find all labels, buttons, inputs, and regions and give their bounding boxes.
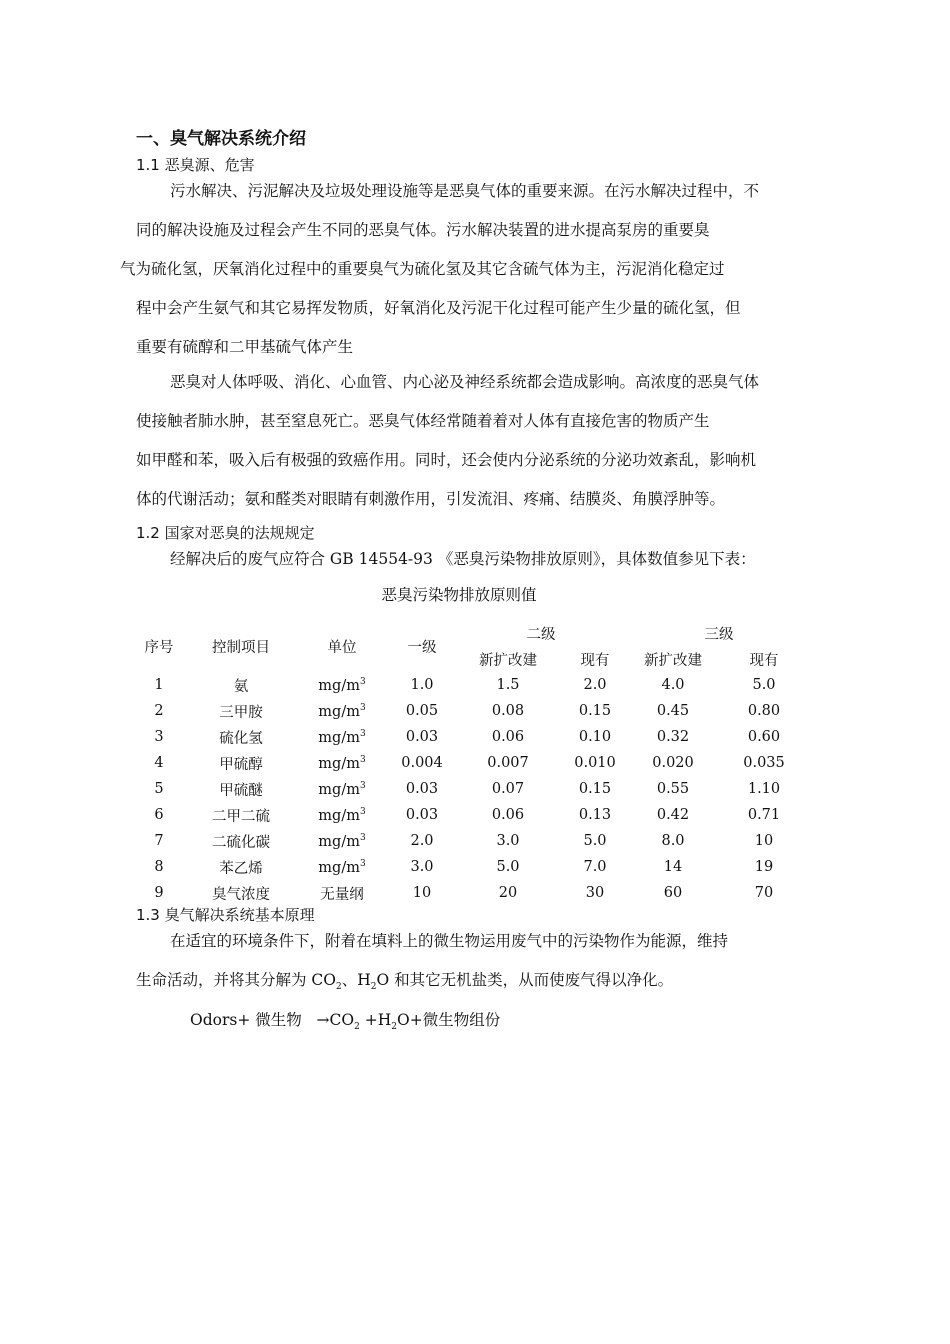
cell-seq: 5	[154, 781, 164, 797]
header-grade3-new: 新扩改建	[644, 652, 702, 669]
cell-grade3-existing: 19	[754, 859, 774, 875]
table-row	[130, 854, 810, 880]
cell-grade2-new: 0.06	[491, 807, 525, 823]
cell-grade2-existing: 5.0	[583, 833, 607, 849]
cell-grade3-new: 0.42	[656, 807, 690, 823]
cell-grade3-new: 0.55	[656, 781, 690, 797]
paragraph-line: 在适宜的环境条件下，附着在填料上的微生物运用废气中的污染物作为能源，维持	[170, 932, 729, 950]
table-row	[130, 672, 810, 698]
paragraph-line: 恶臭对人体呼吸、消化、心血管、内心泌及神经系统都会造成影响。高浓度的恶臭气体	[170, 373, 760, 391]
cell-seq: 8	[154, 859, 164, 875]
cell-seq: 4	[154, 755, 164, 771]
cell-unit: $mg/m^3$	[318, 754, 366, 772]
cell-grade1: 2.0	[410, 833, 434, 849]
cell-unit: $mg/m^3$	[318, 676, 366, 694]
cell-grade2-new: 0.08	[491, 703, 525, 719]
cell-grade2-existing: 0.10	[578, 729, 612, 745]
section1-1-title: 1.1 恶臭源、危害	[136, 156, 255, 174]
cell-grade2-existing: 0.010	[574, 755, 616, 771]
cell-grade3-new: 0.020	[652, 755, 694, 771]
cell-grade3-existing: 70	[754, 885, 774, 901]
cell-item: 甲硫醇	[219, 756, 263, 773]
cell-seq: 1	[154, 677, 164, 693]
cell-grade3-new: 0.45	[656, 703, 690, 719]
cell-grade3-new: 14	[663, 859, 683, 875]
header-item: 控制项目	[212, 639, 270, 656]
reaction-equation: Odors+ 微生物 $\to CO_2 +H_2O+$微生物组份	[190, 1011, 501, 1033]
cell-grade2-existing: 0.15	[578, 703, 612, 719]
section1-2-title: 1.2 国家对恶臭的法规规定	[136, 524, 315, 542]
cell-grade3-existing: 5.0	[752, 677, 776, 693]
emission-standard-table	[130, 620, 810, 906]
paragraph-line: 经解决后的废气应符合 GB 14554-93 《恶臭污染物排放原则》，具体数值参见下表：	[170, 550, 756, 568]
cell-grade2-new: 3.0	[496, 833, 520, 849]
cell-grade2-existing: 0.13	[578, 807, 612, 823]
table-caption: 恶臭污染物排放原则值	[381, 586, 537, 604]
cell-grade3-existing: 0.80	[747, 703, 781, 719]
header-grade3: 三级	[704, 626, 734, 643]
cell-unit: $mg/m^3$	[318, 728, 366, 746]
cell-grade3-existing: 0.60	[747, 729, 781, 745]
cell-grade3-existing: 10	[754, 833, 774, 849]
cell-unit: $mg/m^3$	[318, 702, 366, 720]
table-row	[130, 802, 810, 828]
cell-item: 二硫化碳	[212, 834, 270, 851]
cell-grade2-new: 1.5	[496, 677, 520, 693]
section1-3-title: 1.3 臭气解决系统基本原理	[136, 906, 315, 924]
header-grade2-new: 新扩改建	[479, 652, 537, 669]
cell-seq: 7	[154, 833, 164, 849]
cell-grade2-new: 0.07	[491, 781, 525, 797]
paragraph-line: 同的解决设施及过程会产生不同的恶臭气体。污水解决装置的进水提高泵房的重要臭	[136, 221, 710, 239]
cell-grade3-existing: 1.10	[747, 781, 781, 797]
table-row	[130, 698, 810, 724]
cell-grade2-existing: 30	[585, 885, 605, 901]
cell-unit: $mg/m^3$	[318, 806, 366, 824]
cell-seq: 2	[154, 703, 164, 719]
cell-seq: 9	[154, 885, 164, 901]
cell-grade2-existing: 7.0	[583, 859, 607, 875]
cell-seq: 6	[154, 807, 164, 823]
table-row	[130, 724, 810, 750]
paragraph-line: 重要有硫醇和二甲基硫气体产生	[136, 338, 354, 356]
cell-grade3-new: 8.0	[661, 833, 685, 849]
cell-unit: $mg/m^3$	[318, 780, 366, 798]
paragraph-line: 程中会产生氨气和其它易挥发物质，好氧消化及污泥干化过程可能产生少量的硫化氢，但	[136, 299, 741, 317]
paragraph-line: 污水解决、污泥解决及垃圾处理设施等是恶臭气体的重要来源。在污水解决过程中，不	[170, 182, 760, 200]
cell-grade2-existing: 2.0	[583, 677, 607, 693]
cell-grade2-existing: 0.15	[578, 781, 612, 797]
cell-grade1: 0.05	[405, 703, 439, 719]
cell-grade1: 0.004	[401, 755, 443, 771]
cell-grade1: 1.0	[410, 677, 434, 693]
header-unit: 单位	[327, 639, 357, 656]
cell-item: 硫化氢	[219, 730, 263, 747]
header-grade3-existing: 现有	[749, 652, 779, 669]
cell-unit: $mg/m^3$	[318, 832, 366, 850]
cell-item: 臭气浓度	[212, 886, 270, 903]
cell-unit: 无量纲	[320, 886, 364, 903]
cell-grade3-existing: 0.035	[743, 755, 785, 771]
paragraph-line: 体的代谢活动；氨和醛类对眼睛有刺激作用，引发流泪、疼痛、结膜炎、角膜浮肿等。	[136, 490, 726, 508]
header-grade2-existing: 现有	[580, 652, 610, 669]
cell-grade1: 0.03	[405, 781, 439, 797]
paragraph-line: 生命活动，并将其分解为 $CO_2$、$H_2O$ 和其它无机盐类，从而使废气得以净化。	[136, 971, 674, 993]
cell-seq: 3	[154, 729, 164, 745]
cell-grade1: 10	[412, 885, 432, 901]
cell-grade2-new: 0.007	[487, 755, 529, 771]
paragraph-line: 使接触者肺水肿，甚至窒息死亡。恶臭气体经常随着着对人体有直接危害的物质产生	[136, 412, 710, 430]
table-row	[130, 828, 810, 854]
cell-grade1: 0.03	[405, 729, 439, 745]
table-row	[130, 776, 810, 802]
cell-grade1: 0.03	[405, 807, 439, 823]
cell-grade3-existing: 0.71	[747, 807, 781, 823]
arrow-icon: →	[316, 1011, 330, 1029]
section1-title: 一、臭气解决系统介绍	[136, 129, 306, 149]
cell-grade2-new: 5.0	[496, 859, 520, 875]
cell-item: 苯乙烯	[219, 860, 263, 877]
cell-grade3-new: 0.32	[656, 729, 690, 745]
header-grade1: 一级	[407, 639, 437, 656]
table-row	[130, 880, 810, 906]
cell-grade2-new: 20	[498, 885, 518, 901]
cell-item: 三甲胺	[219, 704, 263, 721]
paragraph-line: 如甲醛和苯，吸入后有极强的致癌作用。同时，还会使内分泌系统的分泌功效紊乱，影响机	[136, 451, 757, 469]
cell-item: 氨	[233, 678, 249, 695]
table-row	[130, 750, 810, 776]
cell-grade3-new: 60	[663, 885, 683, 901]
cell-unit: $mg/m^3$	[318, 858, 366, 876]
header-seq: 序号	[144, 639, 174, 656]
cell-item: 二甲二硫	[212, 808, 270, 825]
header-grade2: 二级	[526, 626, 556, 643]
cell-item: 甲硫醚	[219, 782, 263, 799]
cell-grade1: 3.0	[410, 859, 434, 875]
cell-grade3-new: 4.0	[661, 677, 685, 693]
cell-grade2-new: 0.06	[491, 729, 525, 745]
paragraph-line: 气为硫化氢，厌氧消化过程中的重要臭气为硫化氢及其它含硫气体为主，污泥消化稳定过	[120, 260, 725, 278]
